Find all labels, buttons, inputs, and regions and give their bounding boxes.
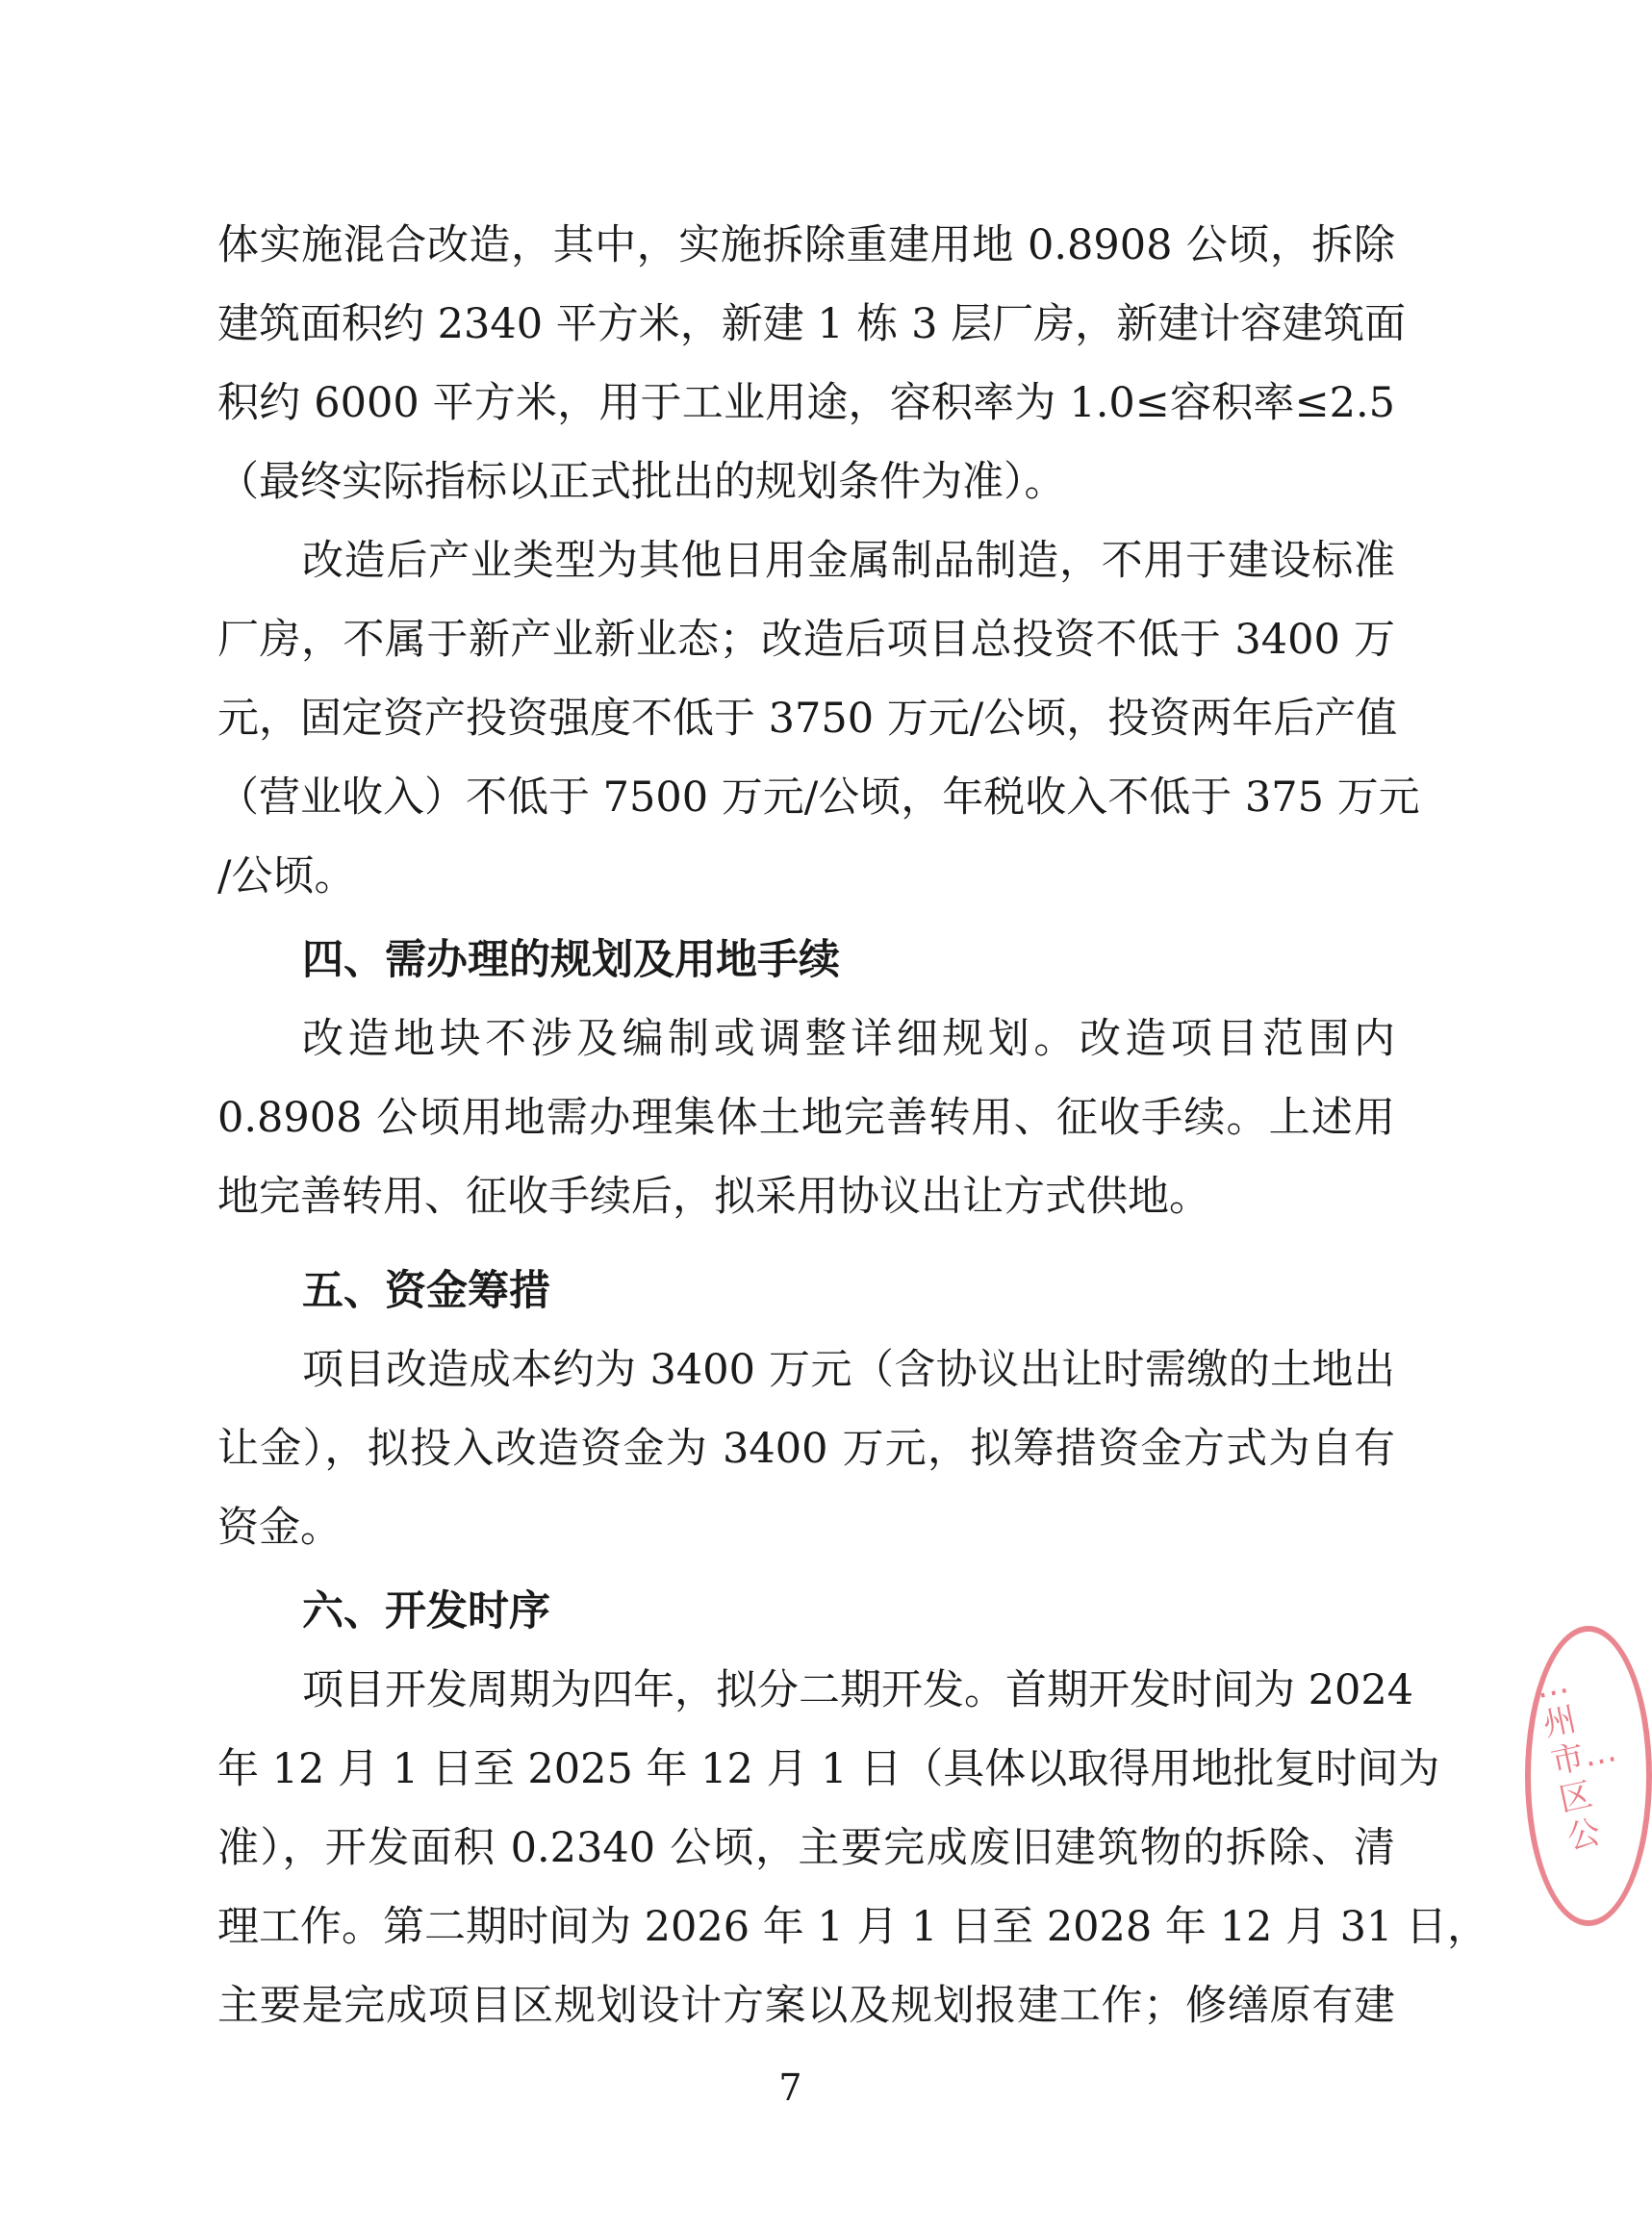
paragraph-line: 改造后产业类型为其他日用金属制品制造，不用于建设标准: [302, 537, 1395, 585]
paragraph-line: 资金。: [217, 1504, 342, 1552]
paragraph-line: 改造地块不涉及编制或调整详细规划。改造项目范围内: [302, 1015, 1395, 1063]
paragraph-line: 年 12 月 1 日至 2025 年 12 月 1 日（具体以取得用地批复时间为: [217, 1745, 1440, 1793]
section-heading-5: 五、资金筹措: [302, 1267, 550, 1315]
paragraph-line: /公顷。: [217, 852, 356, 900]
paragraph-line: 积约 6000 平方米，用于工业用途，容积率为 1.0≤容积率≤2.5: [217, 379, 1395, 427]
paragraph-line: 元，固定资产投资强度不低于 3750 万元/公顷，投资两年后产值: [217, 695, 1398, 743]
paragraph-line: 让金），拟投入改造资金为 3400 万元，拟筹措资金方式为自有: [217, 1425, 1395, 1473]
paragraph-line: （最终实际指标以正式批出的规划条件为准）。: [217, 458, 1066, 506]
paragraph-line: 地完善转用、征收手续后，拟采用协议出让方式供地。: [217, 1173, 1210, 1221]
paragraph-line: 主要是完成项目区规划设计方案以及规划报建工作；修缮原有建: [217, 1982, 1395, 2030]
paragraph-line: 准），开发面积 0.2340 公顷，主要完成废旧建筑物的拆除、清: [217, 1824, 1395, 1872]
official-seal-text: …州市…区公: [1532, 1661, 1620, 1858]
paragraph-line: 建筑面积约 2340 平方米，新建 1 栋 3 层厂房，新建计容建筑面: [217, 300, 1407, 348]
paragraph-line: 体实施混合改造，其中，实施拆除重建用地 0.8908 公顷，拆除: [217, 221, 1395, 269]
section-heading-6: 六、开发时序: [302, 1587, 550, 1635]
paragraph-line: 理工作。第二期时间为 2026 年 1 月 1 日至 2028 年 12 月 31 日，: [217, 1903, 1489, 1951]
paragraph-line: 0.8908 公顷用地需办理集体土地完善转用、征收手续。上述用: [217, 1094, 1395, 1142]
page-number: 7: [778, 2066, 802, 2109]
paragraph-line: 项目开发周期为四年，拟分二期开发。首期开发时间为 2024: [302, 1666, 1414, 1714]
paragraph-line: 项目改造成本约为 3400 万元（含协议出让时需缴的土地出: [302, 1346, 1395, 1394]
section-heading-4: 四、需办理的规划及用地手续: [302, 936, 840, 984]
paragraph-line: 厂房，不属于新产业新业态；改造后项目总投资不低于 3400 万: [217, 616, 1395, 664]
paragraph-line: （营业收入）不低于 7500 万元/公顷，年税收入不低于 375 万元: [217, 773, 1420, 822]
